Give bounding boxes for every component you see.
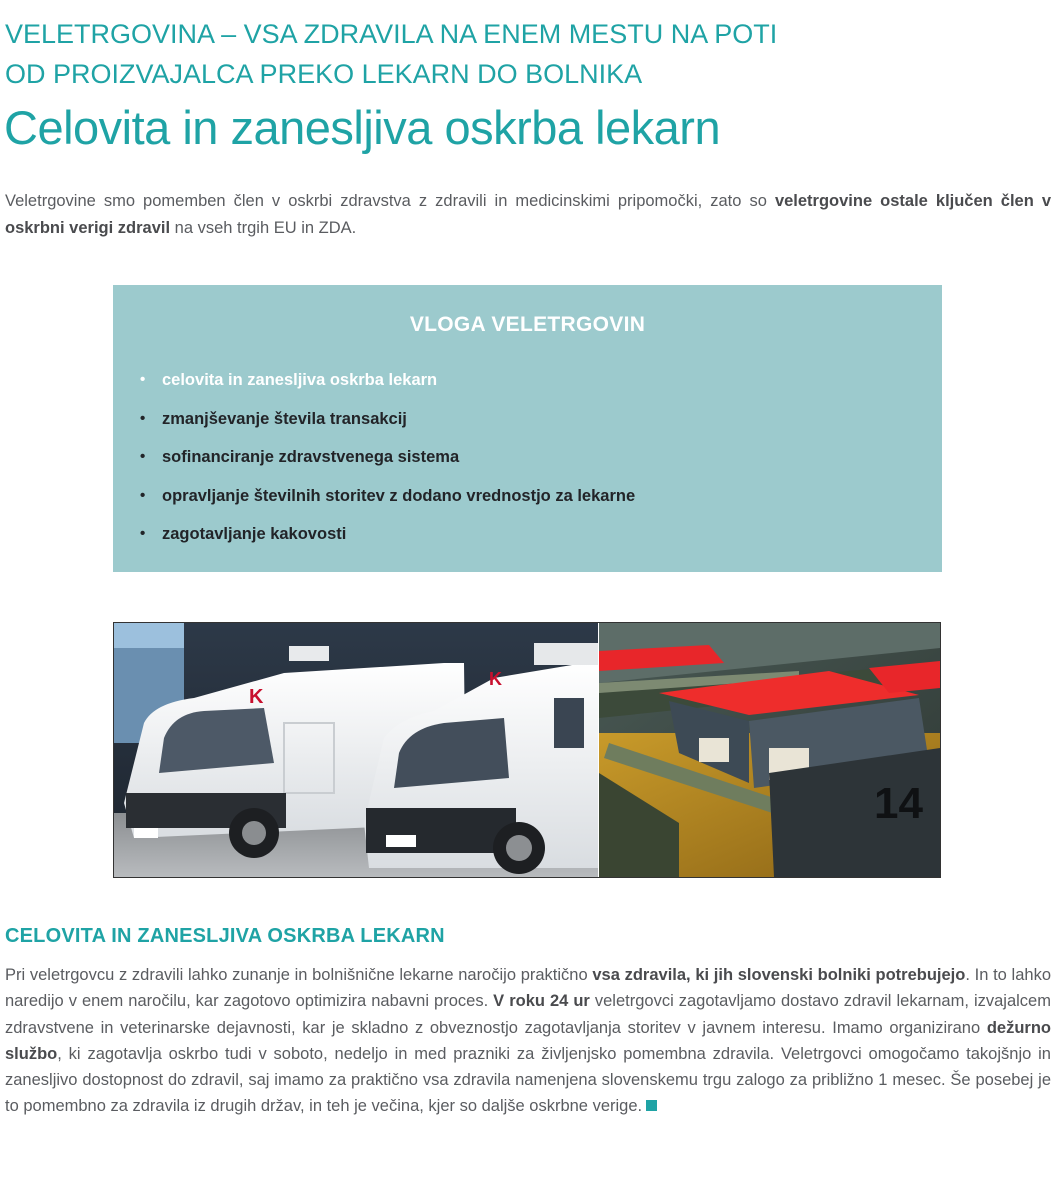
role-item-label: sofinanciranje zdravstvenega sistema [162,448,460,466]
photo-strip [113,622,941,878]
delivery-vans-photo [114,623,598,877]
crate-number: 14 [874,779,923,828]
role-item-label: opravljanje številnih storitev z dodano vrednostjo za lekarne [162,486,636,505]
kicker-line-2: OD PROIZVAJALCA PREKO LEKARN DO BOLNIKA [5,59,643,89]
intro-text-1: Veletrgovine smo pomemben člen v oskrbi zdravstva z zdravili in medicinskimi pripomočki, zato so [5,192,775,210]
body-text-4: , ki zagotavlja oskrbo tudi v soboto, nedeljo in med prazniki za življenjsko pomembna zdravila. Veletrgovci omogočamo takojšnjo in zanesljivo dostopnost do zdravil, saj imamo za praktično vsa zdravila namenjena slovenskemu trgu zalogo za približno 1 mesec. Še posebej je to pomembno za zdravila iz drugih držav, in teh je večina, kjer so daljše oskrbne verige. [5,1044,1051,1116]
end-square-icon [646,1100,657,1111]
intro-text-2: na vseh trgih EU in ZDA. [170,219,357,237]
body-bold-3: dežurno službo [5,1018,1051,1063]
body-text-2: . In to lahko naredijo v enem naročilu, kar zagotovo optimizira nabavni proces. [5,966,1051,1011]
body-bold-2: V roku 24 ur [493,992,590,1011]
role-list-item [140,519,635,558]
body-text-1: Pri veletrgovcu z zdravili lahko zunanje in bolnišnične lekarne naročijo praktično [5,966,593,984]
page-title: Celovita in zanesljiva oskrba lekarn [4,101,721,154]
role-list [140,365,635,558]
role-item-label: zagotavljanje kakovosti [162,525,347,543]
svg-text:K: K [249,686,264,708]
intro-bold: veletrgovine ostale ključen člen v oskrbni verigi zdravil [5,192,1051,237]
bullet-icon: • [140,409,146,427]
bullet-icon: • [140,486,146,504]
bullet-icon: • [140,448,146,465]
role-list-item [140,365,635,404]
role-box-title: VLOGA VELETRGOVIN [409,313,646,336]
conveyor-crates-photo [599,623,940,877]
role-item-label: celovita in zanesljiva oskrba lekarn [162,371,438,389]
role-item-label: zmanjševanje števila transakcij [162,409,407,428]
role-list-item [140,442,635,481]
section-body [5,962,1051,1120]
intro-paragraph [5,188,1051,242]
bullet-icon: • [140,525,146,542]
body-text-3: veletrgovci zagotavljamo dostavo zdravil lekarnam, izvajalcem zdravstvene in veterinarske dejavnosti, kar je skladno z obveznostjo zagotavljanja storitev v javnem interesu. Imamo organizirano [5,992,1051,1037]
role-list-item [140,404,635,443]
bullet-icon: • [140,371,146,388]
kicker-line-1: VELETRGOVINA – VSA ZDRAVILA NA ENEM MESTU NA POTI [5,19,778,49]
section-title: CELOVITA IN ZANESLJIVA OSKRBA LEKARN [5,925,445,947]
role-box [113,285,942,572]
body-bold-1: vsa zdravila, ki jih slovenski bolniki potrebujejo [592,966,966,984]
svg-text:K: K [489,669,502,689]
role-list-item [140,481,635,520]
